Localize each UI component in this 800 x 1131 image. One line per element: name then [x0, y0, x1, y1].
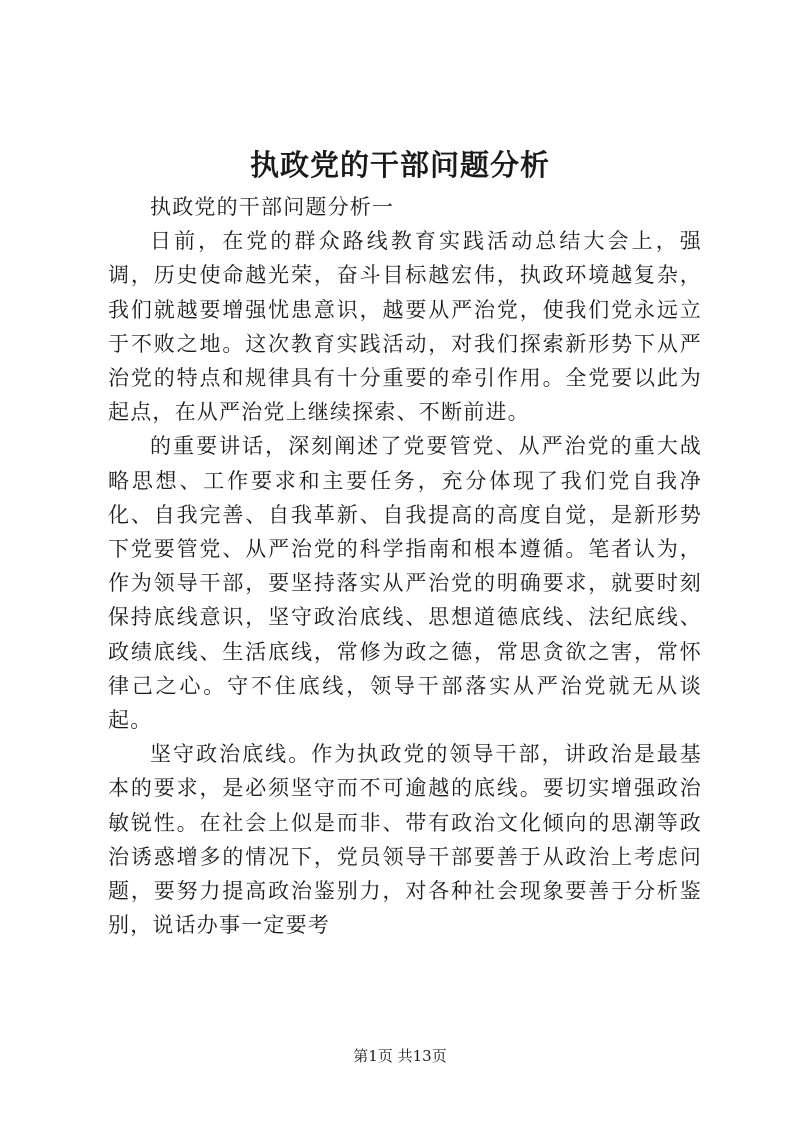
body-paragraph: 的重要讲话，深刻阐述了党要管党、从严治党的重大战略思想、工作要求和主要任务，充分体现了我们党自我净化、自我完善、自我革新、自我提高的高度自觉，是新形势下党要管党、从严治党的科学指南和根本遵循。笔者认为，作为领导干部，要坚持落实从严治党的明确要求，就要时刻保持底线意识，坚守政治底线、思想道德底线、法纪底线、政绩底线、生活底线，常修为政之德，常思贪欲之害，常怀律己之心。守不住底线，领导干部落实从严治党就无从谈起。 — [108, 434, 702, 733]
body-paragraph: 日前，在党的群众路线教育实践活动总结大会上，强调，历史使命越光荣，奋斗目标越宏伟，执政环境越复杂，我们就越要增强忧患意识，越要从严治党，使我们党永远立于不败之地。这次教育实践活动，对我们探索新形势下从严治党的特点和规律具有十分重要的牵引作用。全党要以此为起点，在从严治党上继续探索、不断前进。 — [108, 229, 702, 425]
document-body — [108, 190, 702, 942]
page-number-footer: 第1页 共13页 — [353, 1047, 447, 1065]
document-title: 执政党的干部问题分析 — [249, 148, 550, 182]
body-paragraph: 坚守政治底线。作为执政党的领导干部，讲政治是最基本的要求，是必须坚守而不可逾越的底线。要切实增强政治敏锐性。在社会上似是而非、带有政治文化倾向的思潮等政治诱惑增多的情况下，党员领导干部要善于从政治上考虑问题，要努力提高政治鉴别力，对各种社会现象要善于分析鉴别，说话办事一定要考 — [108, 742, 702, 938]
subtitle-paragraph: 执政党的干部问题分析一 — [150, 195, 395, 219]
